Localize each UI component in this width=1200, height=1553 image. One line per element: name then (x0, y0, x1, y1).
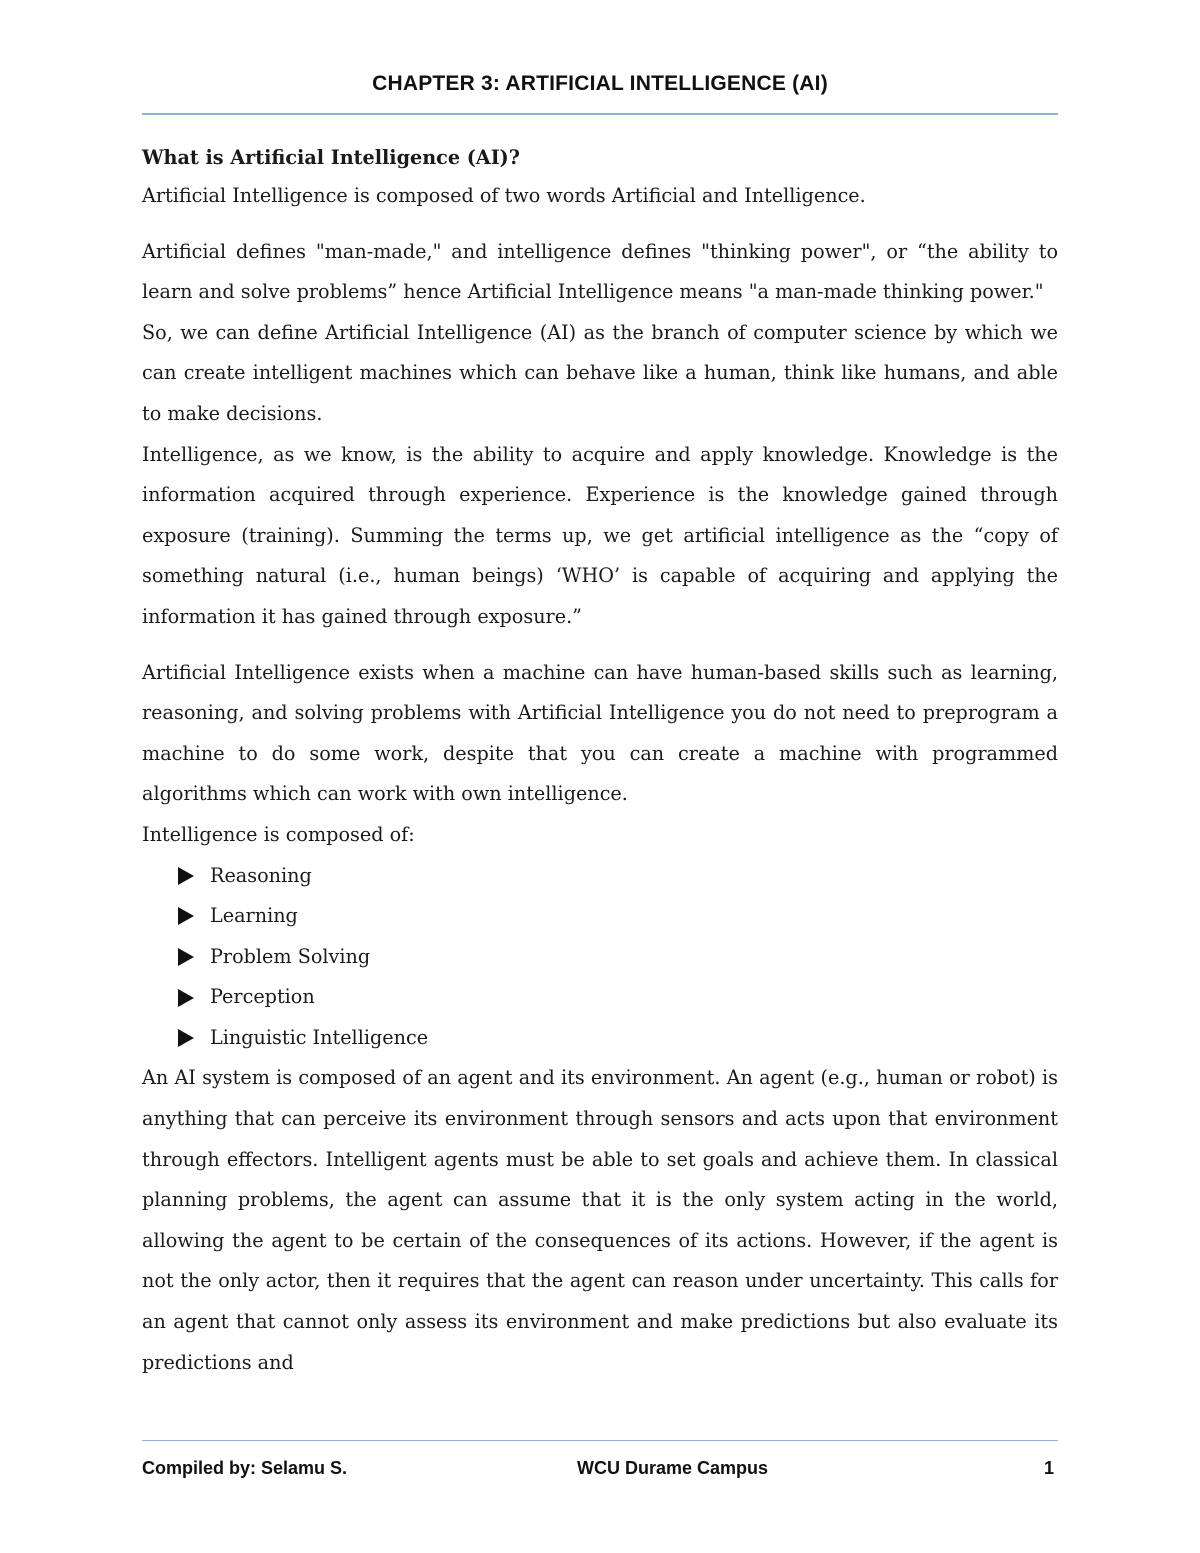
page-footer (142, 1458, 1058, 1486)
chapter-title: CHAPTER 3: ARTIFICIAL INTELLIGENCE (AI) (372, 72, 828, 95)
list-item (178, 896, 1058, 937)
triangle-bullet-icon (178, 867, 194, 885)
list-item-label: Learning (210, 904, 298, 928)
paragraph-ai-exists: Artificial Intelligence exists when a machine can have human-based skills such as learning, reasoning, and solving problems with Artificial Intelligence you do not need to preprogram a machine to do some work, despite that you can create a machine with programmed algorithms which can work with own intelligence. (142, 660, 1058, 806)
section-heading: What is Artificial Intelligence (AI)? (142, 146, 520, 169)
list-item-label: Perception (210, 985, 315, 1009)
triangle-bullet-icon (178, 1029, 194, 1047)
list-item-label: Linguistic Intelligence (210, 1025, 429, 1049)
list-item-label: Problem Solving (210, 944, 371, 968)
page-number: 1 (1043, 1458, 1054, 1478)
paragraph-composed-of: Intelligence is composed of: (142, 822, 415, 846)
triangle-bullet-icon (178, 907, 194, 925)
paragraph-ai-system: An AI system is composed of an agent and its environment. An agent (e.g., human or robot) is anything that can perceive its environment through sensors and acts upon that environment through effectors. Intelligent agents must be able to set goals and achieve them. In classical planning problems, the agent can assume that it is the only system acting in the world, allowing the agent to be certain of the consequences of its actions. However, if the agent is not the only actor, then it requires that the agent can reason under uncertainty. This calls for an agent that cannot only assess its environment and make predictions but also evaluate its predictions and (142, 1066, 1058, 1374)
triangle-bullet-icon (178, 948, 194, 966)
list-item (178, 856, 1058, 897)
paragraph-intro: Artificial Intelligence is composed of two words Artificial and Intelligence. (142, 184, 866, 207)
paragraph-ai-definition: So, we can define Artificial Intelligence (AI) as the branch of computer science by which we can create intelligent machines which can behave like a human, think like humans, and able to make decisions. (142, 320, 1058, 425)
footer-campus: WCU Durame Campus (577, 1458, 769, 1478)
list-item (178, 977, 1058, 1018)
list-item-label: Reasoning (210, 863, 312, 887)
paragraph-definition: Artificial defines "man-made," and intelligence defines "thinking power", or “the ability to learn and solve problems” hence Artificial Intelligence means "a man-made thinking power." (142, 239, 1058, 304)
paragraph-intelligence: Intelligence, as we know, is the ability to acquire and apply knowledge. Knowledge is the information acquired through experience. Experience is the knowledge gained through exposure (training). Summing the terms up, we get artificial intelligence as the “copy of something natural (i.e., human beings) ‘WHO’ is capable of acquiring and applying the information it has gained through exposure.” (142, 442, 1058, 628)
list-item (178, 1018, 1058, 1059)
triangle-bullet-icon (178, 989, 194, 1007)
intelligence-components-list (142, 856, 1058, 1059)
header-divider (142, 113, 1058, 115)
list-item (178, 937, 1058, 978)
page-content (142, 140, 1058, 1383)
footer-divider (142, 1440, 1058, 1441)
footer-author: Compiled by: Selamu S. (142, 1458, 348, 1478)
